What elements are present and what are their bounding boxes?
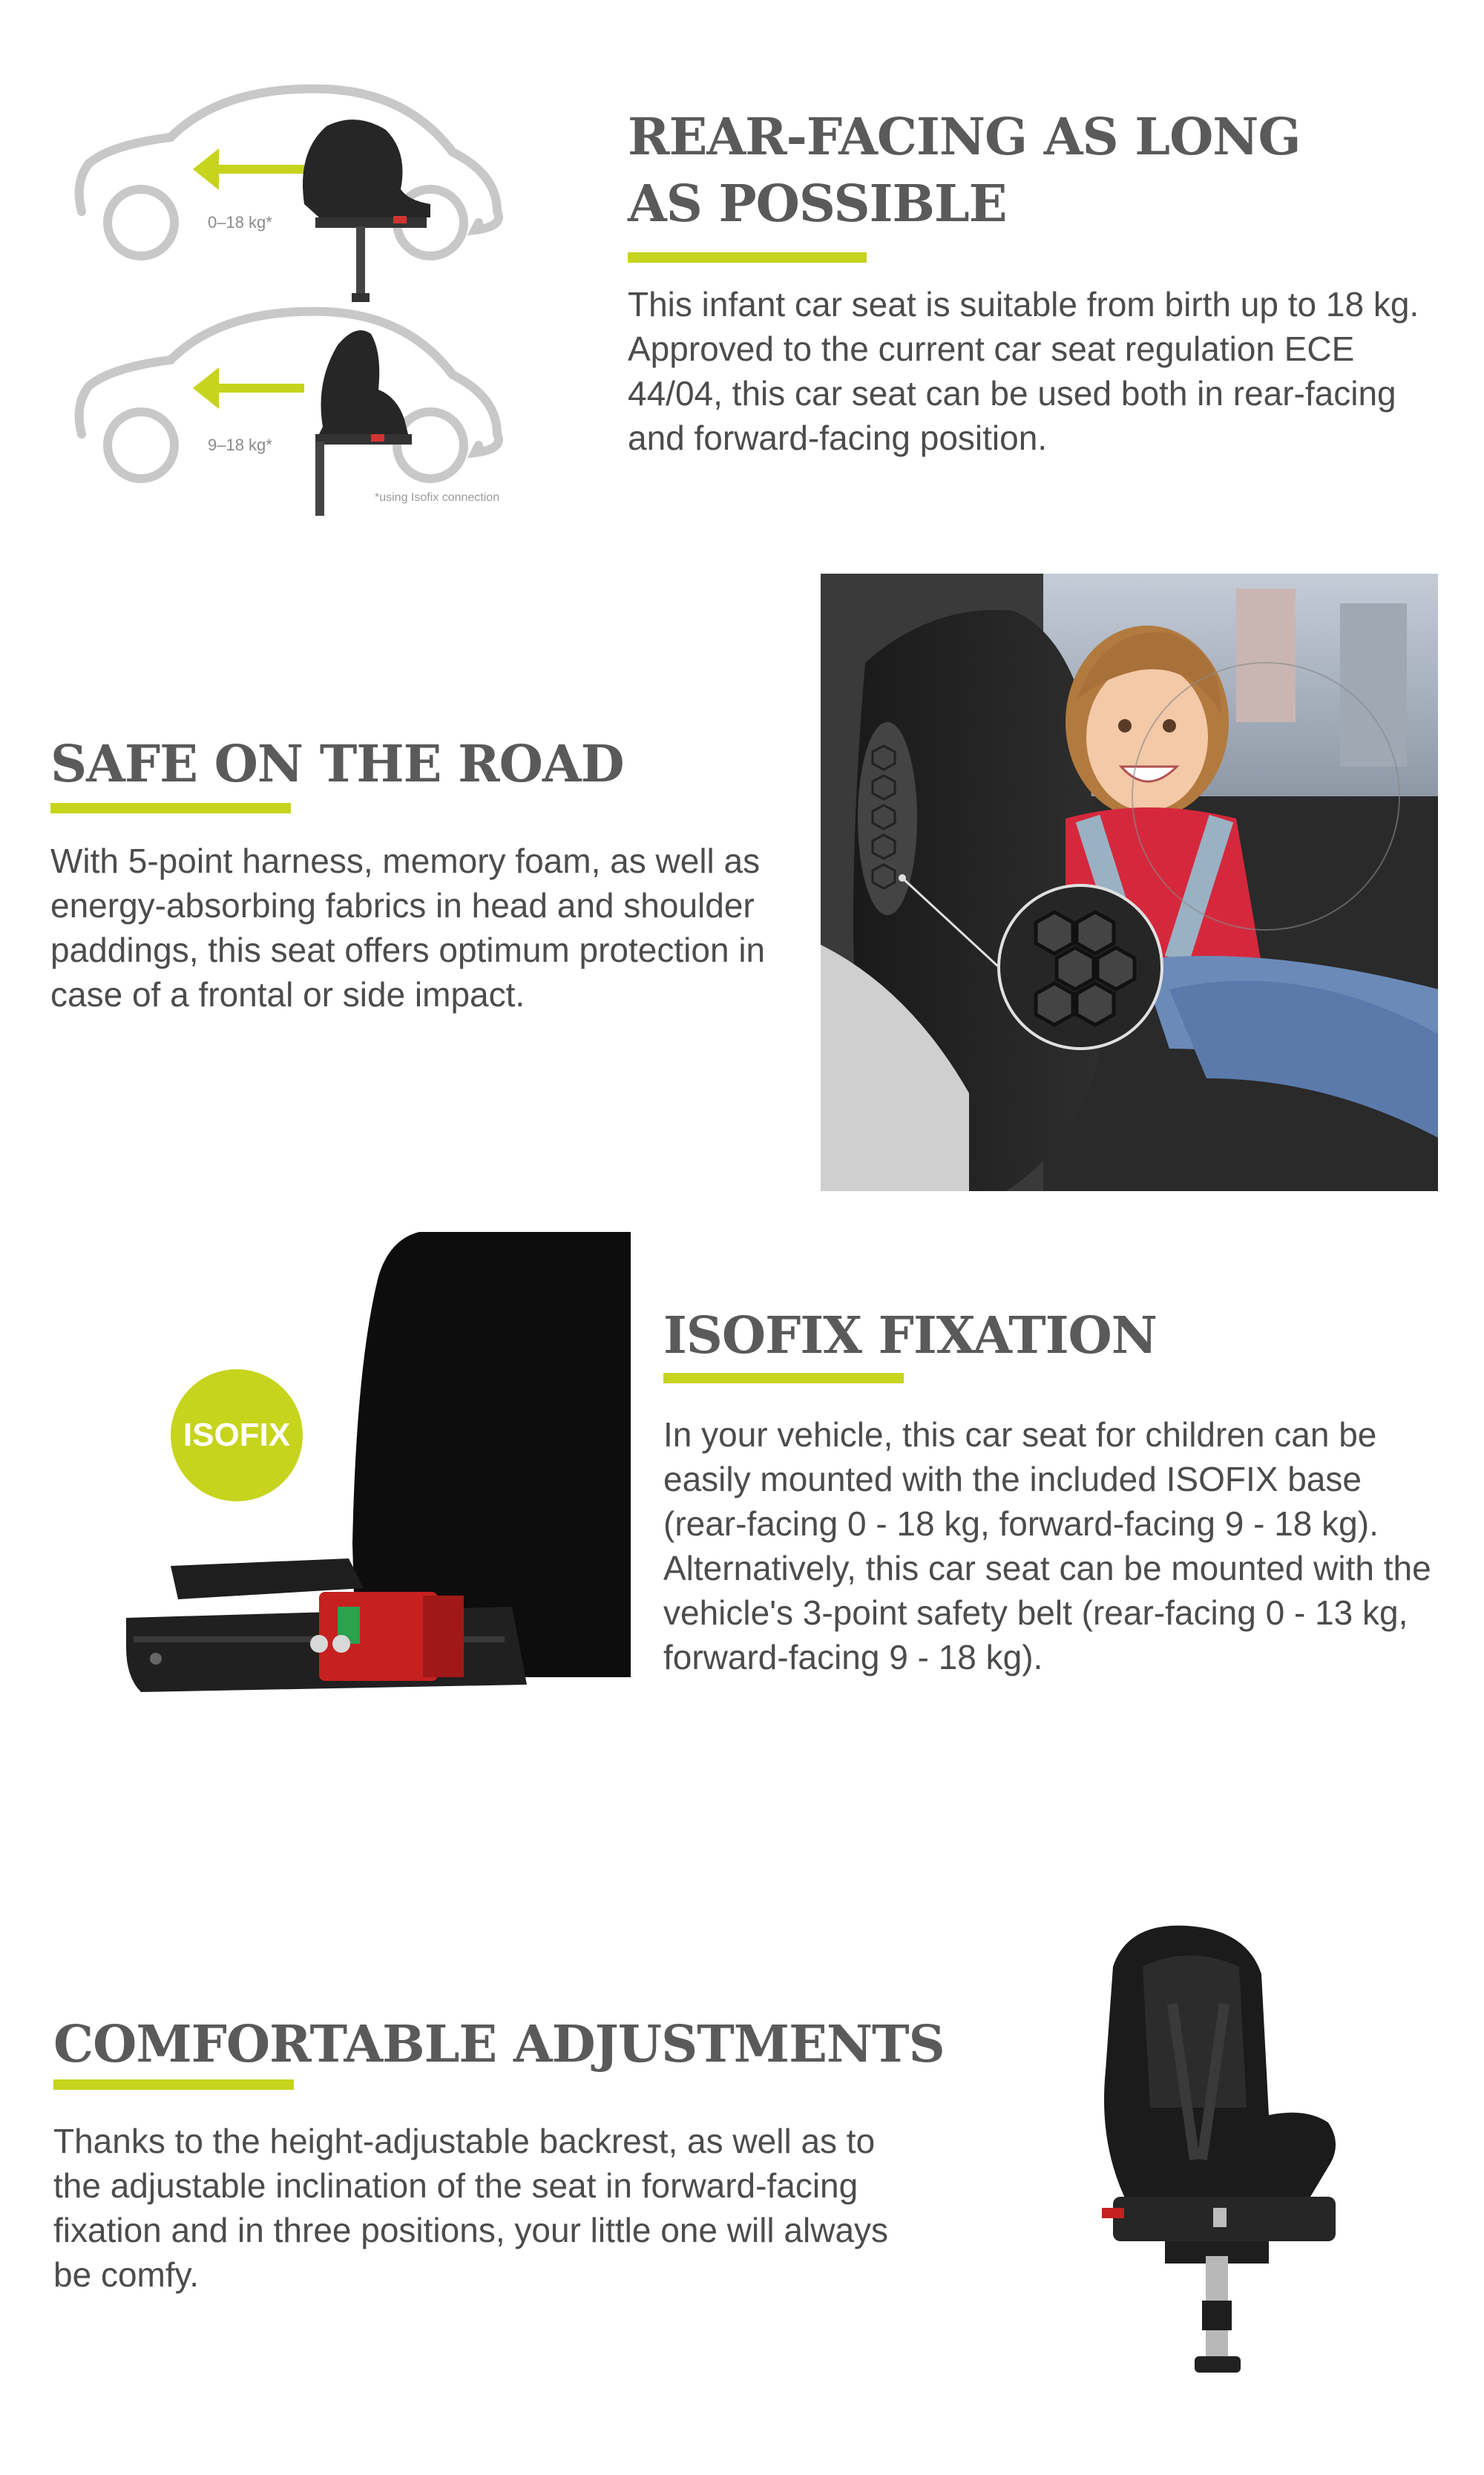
accent-underline [53, 2079, 294, 2090]
weight-label-forward: 9–18 kg* [208, 436, 272, 454]
isofix-note: *using Isofix connection [375, 491, 500, 504]
accent-underline [628, 252, 867, 263]
arrow-left-icon [193, 148, 304, 190]
accent-underline [663, 1373, 904, 1383]
isofix-badge-label: ISOFIX [183, 1417, 291, 1453]
rear-facing-diagram [59, 71, 534, 516]
car-seat-product-photo [1083, 1922, 1365, 2397]
accent-underline [50, 803, 291, 813]
section-title-comfort: COMFORTABLE ADJUSTMENTS [53, 2015, 945, 2074]
section-text-isofix: In your vehicle, this car seat for children can be easily mounted with the included ISOFIX base (rear-facing 0 - 18 kg, forward-facing 9 - 18 kg). Alternatively, this car seat can be mounted with the vehicle's 3-point safety belt (rear-facing 0 - 13 kg, forward-facing 9 - 18 kg). [663, 1415, 1431, 1676]
section-title-isofix: ISOFIX FIXATION [663, 1306, 1157, 1366]
weight-label-rear: 0–18 kg* [208, 213, 272, 232]
section-text-safe: With 5-point harness, memory foam, as well as energy-absorbing fabrics in head and shoulder paddings, this seat offers optimum protection in case of a frontal or side impact. [50, 842, 766, 1014]
arrow-left-icon [193, 367, 304, 409]
car-outline-icon [79, 312, 499, 479]
section-title-safe: SAFE ON THE ROAD [50, 735, 624, 794]
child-in-seat-photo [821, 574, 1438, 1191]
forward-facing-seat-icon [311, 330, 412, 516]
section-text-comfort: Thanks to the height-adjustable backrest, as well as to the adjustable inclination of the seat in forward-facing fixation and in three positions, your little one will always be comfy. [53, 2122, 889, 2294]
section-text-rear-facing: This infant car seat is suitable from birth up to 18 kg. Approved to the current car seat regulation ECE 44/04, this car seat can be used both in rear-facing and forward-facing position. [628, 285, 1419, 457]
isofix-badge [171, 1369, 303, 1501]
rear-facing-seat-icon [303, 119, 430, 302]
car-seat-direction-diagram [59, 71, 534, 516]
section-title-rear-facing: REAR-FACING AS LONG AS POSSIBLE [628, 108, 1301, 234]
